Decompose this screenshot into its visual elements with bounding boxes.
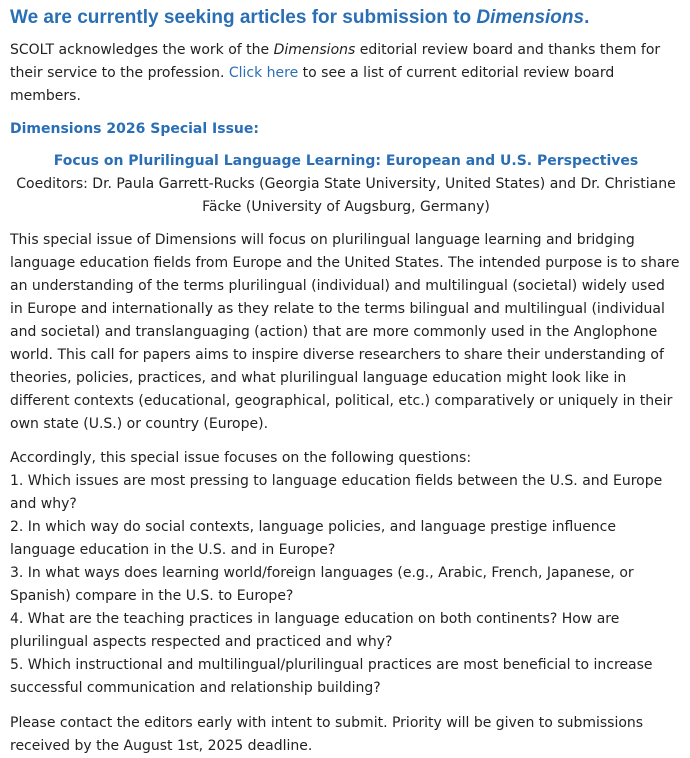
- intro-text-1: SCOLT acknowledges the work of the: [10, 42, 274, 58]
- question-1-line-2: and why?: [10, 496, 77, 512]
- question-3: [10, 562, 682, 608]
- title-text: We are currently seeking articles for submission to: [10, 7, 477, 28]
- page-title: [10, 6, 682, 30]
- title-period: .: [584, 7, 590, 28]
- question-2-line-2: language education in the U.S. and in Europe?: [10, 542, 336, 558]
- question-1-line-1: 1. Which issues are most pressing to language education fields between the U.S. and Europe: [10, 473, 663, 489]
- question-4-line-2: plurilingual aspects respected and practiced and why?: [10, 634, 393, 650]
- question-5-line-2: successful communication and relationship building?: [10, 680, 381, 696]
- intro-text-2: editorial review board and thanks them for their service to the profession.: [10, 42, 661, 81]
- special-issue-heading: Dimensions 2026 Special Issue:: [10, 121, 259, 137]
- focus-title: Focus on Plurilingual Language Learning: European and U.S. Perspectives: [53, 153, 639, 169]
- question-4-line-1: 4. What are the teaching practices in language education on both continents? How are: [10, 611, 620, 627]
- special-issue-title-block: [10, 150, 682, 219]
- title-journal-name: Dimensions: [476, 7, 585, 28]
- description-paragraph: This special issue of Dimensions will focus on plurilingual language learning and bridging language education fields from Europe and the United States. The intended purpose is to share an understanding of the terms plurilingual (individual) and multilingual (societal) widely used in Europe and internationally as they relate to the terms bilingual and multilingual (individual and societal) and translanguaging (action) that are more commonly used in the Anglophone world. This call for papers aims to inspire diverse researchers to share their understanding of theories, policies, practices, and what plurilingual language education might look like in different contexts (educational, geographical, political, etc.) comparatively or uniquely in their own state (U.S.) or country (Europe).: [10, 232, 680, 432]
- coeditors: Coeditors: Dr. Paula Garrett-Rucks (Georgia State University, United States) and Dr. Christiane Fäcke (University of Augsburg, Germany): [16, 176, 676, 215]
- question-3-line-1: 3. In what ways does learning world/foreign languages (e.g., Arabic, French, Japanese, or: [10, 565, 634, 581]
- question-1: [10, 470, 682, 516]
- question-5: [10, 654, 682, 700]
- editorial-board-link[interactable]: Click here: [228, 65, 299, 81]
- intro-text-3: to see a list of current editorial review board members.: [10, 65, 615, 104]
- question-2: [10, 516, 682, 562]
- question-2-line-1: 2. In which way do social contexts, language policies, and language prestige influence: [10, 519, 616, 535]
- intro-paragraph: [10, 39, 682, 108]
- closing-paragraph: Please contact the editors early with intent to submit. Priority will be given to submissions received by the August 1st, 2025 deadline.: [10, 715, 644, 754]
- question-4: [10, 608, 682, 654]
- intro-journal-name: Dimensions: [273, 42, 356, 58]
- question-5-line-1: 5. Which instructional and multilingual/plurilingual practices are most beneficial to increase: [10, 657, 653, 673]
- questions-list: [10, 470, 682, 700]
- question-3-line-2: Spanish) compare in the U.S. to Europe?: [10, 588, 294, 604]
- questions-intro: Accordingly, this special issue focuses on the following questions:: [10, 450, 472, 466]
